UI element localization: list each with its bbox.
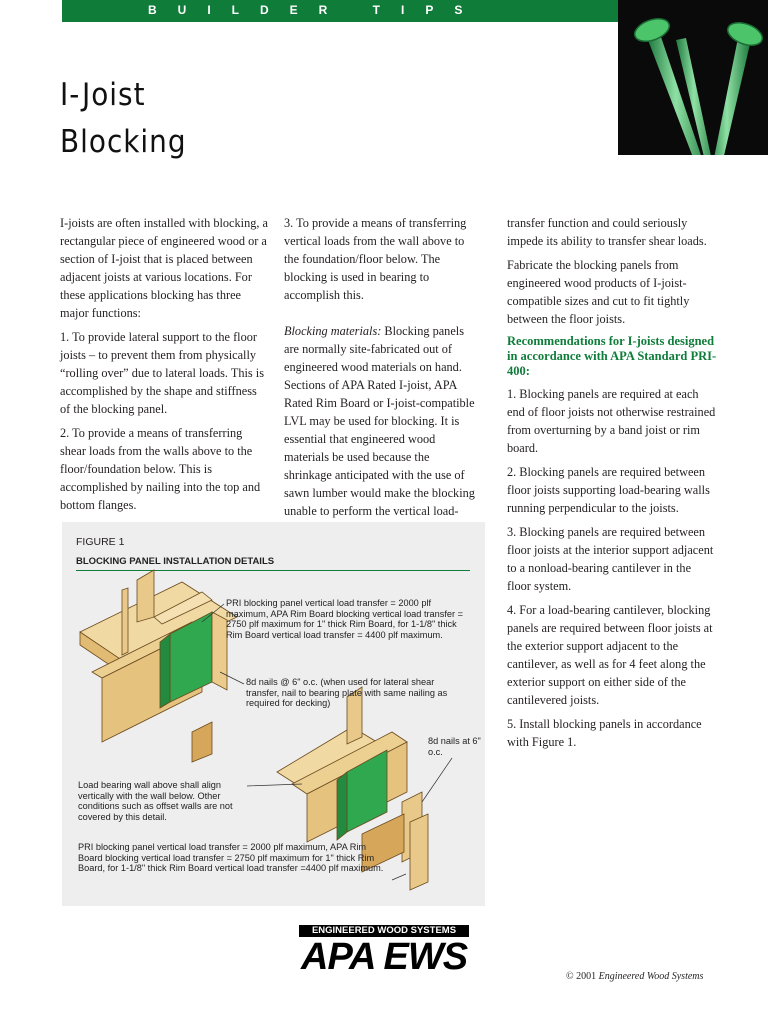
recommendation-item: 2. Blocking panels are required between floor joists supporting load-bearing walls running perpendicular to the joists.: [507, 465, 710, 515]
function-2-paragraph: 2. To provide a means of transferring shear loads from the walls above to the floor/foundation below. This is accomplished by nailing into the top and bottom flanges.: [60, 426, 261, 512]
logo-wordmark: APA EWS: [301, 936, 468, 978]
logo-tagline: ENGINEERED WOOD SYSTEMS: [299, 925, 469, 937]
recommendation-item: 5. Install blocking panels in accordance with Figure 1.: [507, 717, 702, 749]
figure-label: FIGURE 1: [76, 536, 125, 548]
intro-paragraph: I-joists are often installed with blocking, a rectangular piece of engineered wood or a section of I-joist that is placed between adjacent joists at various locations. For these applications blocking has three major functions:: [60, 216, 268, 320]
blocking-materials-text: Blocking panels are normally site-fabricated out of engineered wood materials on hand. Sections of APA Rated I-joist, APA Rated Rim Board or I-joist-compatible LVL may be used for blocking. It is essential that engineered wood materials be used because the shrinkage anticipated with the use of sawn lumber would make the blocking unable to perform the vertical load-: [284, 324, 475, 518]
figure-title: BLOCKING PANEL INSTALLATION DETAILS: [76, 556, 275, 567]
page-title: [60, 72, 187, 166]
figure-note-5: PRI blocking panel vertical load transfer = 2000 plf maximum, APA Rim Board blocking vertical load transfer = 2750 plf maximum for 1" thick Rim Board, for 1-1/8" thick Rim Board vertical load transfer =4400 plf maximum.: [78, 842, 384, 873]
fabricate-paragraph: Fabricate the blocking panels from engineered wood products of I-joist-compatible sizes and cut to fit tightly between the floor joists.: [507, 258, 690, 326]
recommendation-item: 1. Blocking panels are required at each end of floor joists not otherwise restrained from overturning by a band joist or rim board.: [507, 387, 716, 455]
function-1-paragraph: 1. To provide lateral support to the floor joists – to prevent them from physically “rolling over” due to lateral loads. This is accomplished by the shape and stiffness of the blocking panel.: [60, 330, 264, 416]
recommendation-item: 4. For a load-bearing cantilever, blocking panels are required between floor joists at the exterior support adjacent to the cantilever, as well as for 4 feet along the exterior support on either side of the cantilevered joists.: [507, 603, 713, 707]
title-line-2: Blocking: [60, 124, 187, 160]
copyright-year: © 2001: [566, 971, 599, 982]
nails-illustration: [618, 0, 768, 155]
title-line-1: I-Joist: [60, 77, 146, 113]
copyright-org: Engineered Wood Systems: [598, 971, 704, 982]
nails-icon: [618, 0, 768, 155]
figure-note-4: Load bearing wall above shall align vertically with the wall below. Other conditions such as offset walls are not covered by this detail.: [78, 780, 233, 822]
figure-note-2: 8d nails @ 6" o.c. (when used for lateral shear transfer, nail to bearing plate with same nailing as required for decking): [246, 677, 448, 708]
figure-1: [62, 522, 485, 906]
figure-note-3: 8d nails at 6" o.c.: [428, 736, 481, 757]
recommendation-item: 3. Blocking panels are required between floor joists at the interior support adjacent to a nonload-bearing cantilever in the floor system.: [507, 525, 714, 593]
continued-paragraph: transfer function and could seriously impede its ability to transfer shear loads.: [507, 216, 707, 248]
copyright: [566, 971, 703, 982]
column-1: [60, 214, 268, 520]
blocking-materials-paragraph: [284, 322, 480, 520]
recommendations-heading: Recommendations for I-joists designed in accordance with APA Standard PRI-400:: [507, 334, 717, 378]
blocking-materials-label: Blocking materials:: [284, 324, 382, 338]
apa-ews-logo: [299, 925, 469, 977]
column-2: [284, 214, 480, 526]
function-3-paragraph: 3. To provide a means of transferring vertical loads from the wall above to the foundation/floor below. The blocking is used in bearing to accomplish this.: [284, 216, 467, 302]
header-banner: [62, 0, 618, 22]
banner-text: BUILDER TIPS: [148, 3, 484, 17]
column-3: [507, 214, 717, 757]
figure-note-1: PRI blocking panel vertical load transfer = 2000 plf maximum, APA Rim Board blocking vertical load transfer = 2750 plf maximum for 1" thick Rim Board, for 1-1/8" thick Rim Board vertical load transfer = 4400 plf maximum.: [226, 598, 464, 640]
